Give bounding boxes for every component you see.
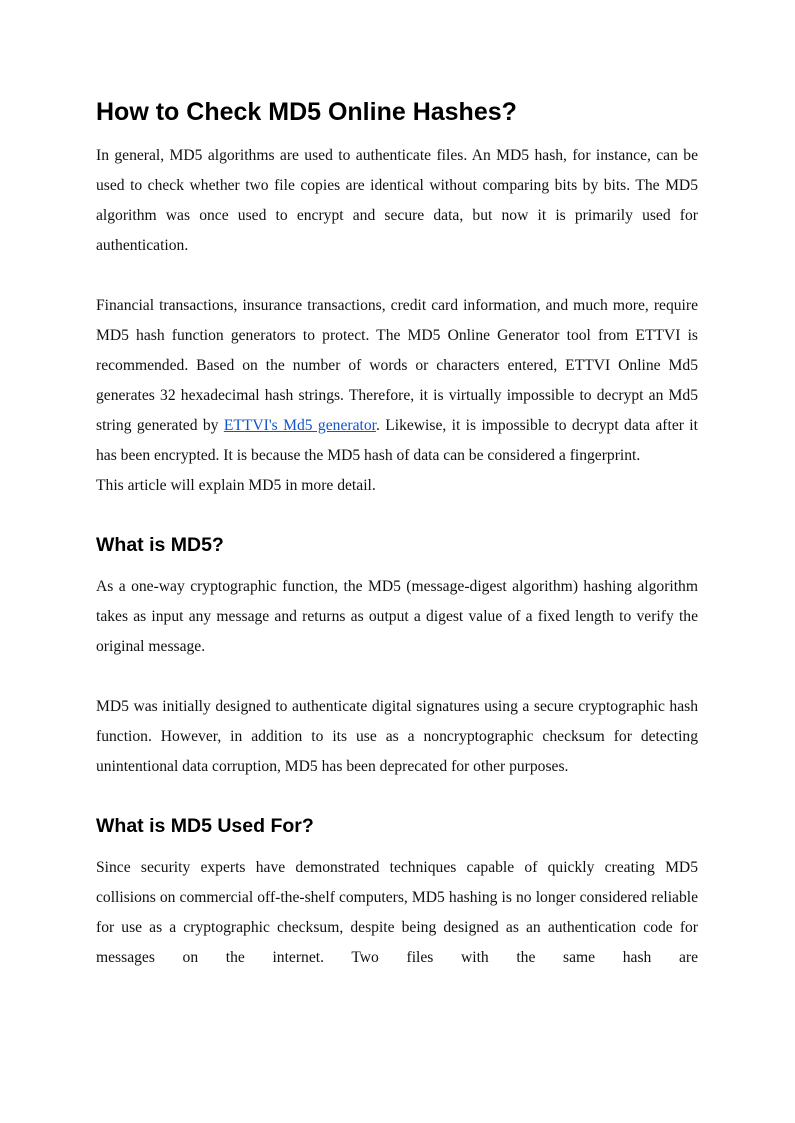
intro-paragraph-2-text-before: Financial transactions, insurance transactions, credit card information, and much more, require MD5 hash function generators to protect. The MD5 Online Generator tool from ETTVI is recommended. Based on the number of words or characters entered, ETTVI Online Md5 generates 32 hexadecimal hash strings. Therefore, it is virtually impossible to decrypt an Md5 string generated by [96,297,698,434]
ettvi-md5-generator-link[interactable]: ETTVI's Md5 generator [223,417,376,434]
section-heading-what-is-md5: What is MD5? [96,534,224,556]
document-page [96,96,698,1003]
section2-paragraph-1: Since security experts have demonstrated techniques capable of quickly creating MD5 collisions on commercial off-the-shelf computers, MD5 hashing is no longer considered reliable for use as a cryptographic checksum, despite being designed as an authentication code for messages on the internet. Two files with the same hash are [96,859,698,966]
page-title: How to Check MD5 Online Hashes? [96,98,517,126]
section-heading-md5-used-for: What is MD5 Used For? [96,815,314,837]
intro-paragraph-3: This article will explain MD5 in more detail. [96,477,376,494]
intro-paragraph-2-text-after: . Likewise, it is impossible to decrypt data after it has been encrypted. It is because the MD5 hash of data can be considered a fingerprint. [96,417,698,464]
section1-paragraph-1: As a one-way cryptographic function, the MD5 (message-digest algorithm) hashing algorithm takes as input any message and returns as output a digest value of a fixed length to verify the original message. [96,578,698,655]
section1-paragraph-2: MD5 was initially designed to authenticate digital signatures using a secure cryptographic hash function. However, in addition to its use as a noncryptographic checksum for detecting unintentional data corruption, MD5 has been deprecated for other purposes. [96,698,698,775]
intro-paragraph-1: In general, MD5 algorithms are used to authenticate files. An MD5 hash, for instance, can be used to check whether two file copies are identical without comparing bits by bits. The MD5 algorithm was once used to encrypt and secure data, but now it is primarily used for authentication. [96,147,698,254]
intro-paragraph-2 [96,291,698,471]
